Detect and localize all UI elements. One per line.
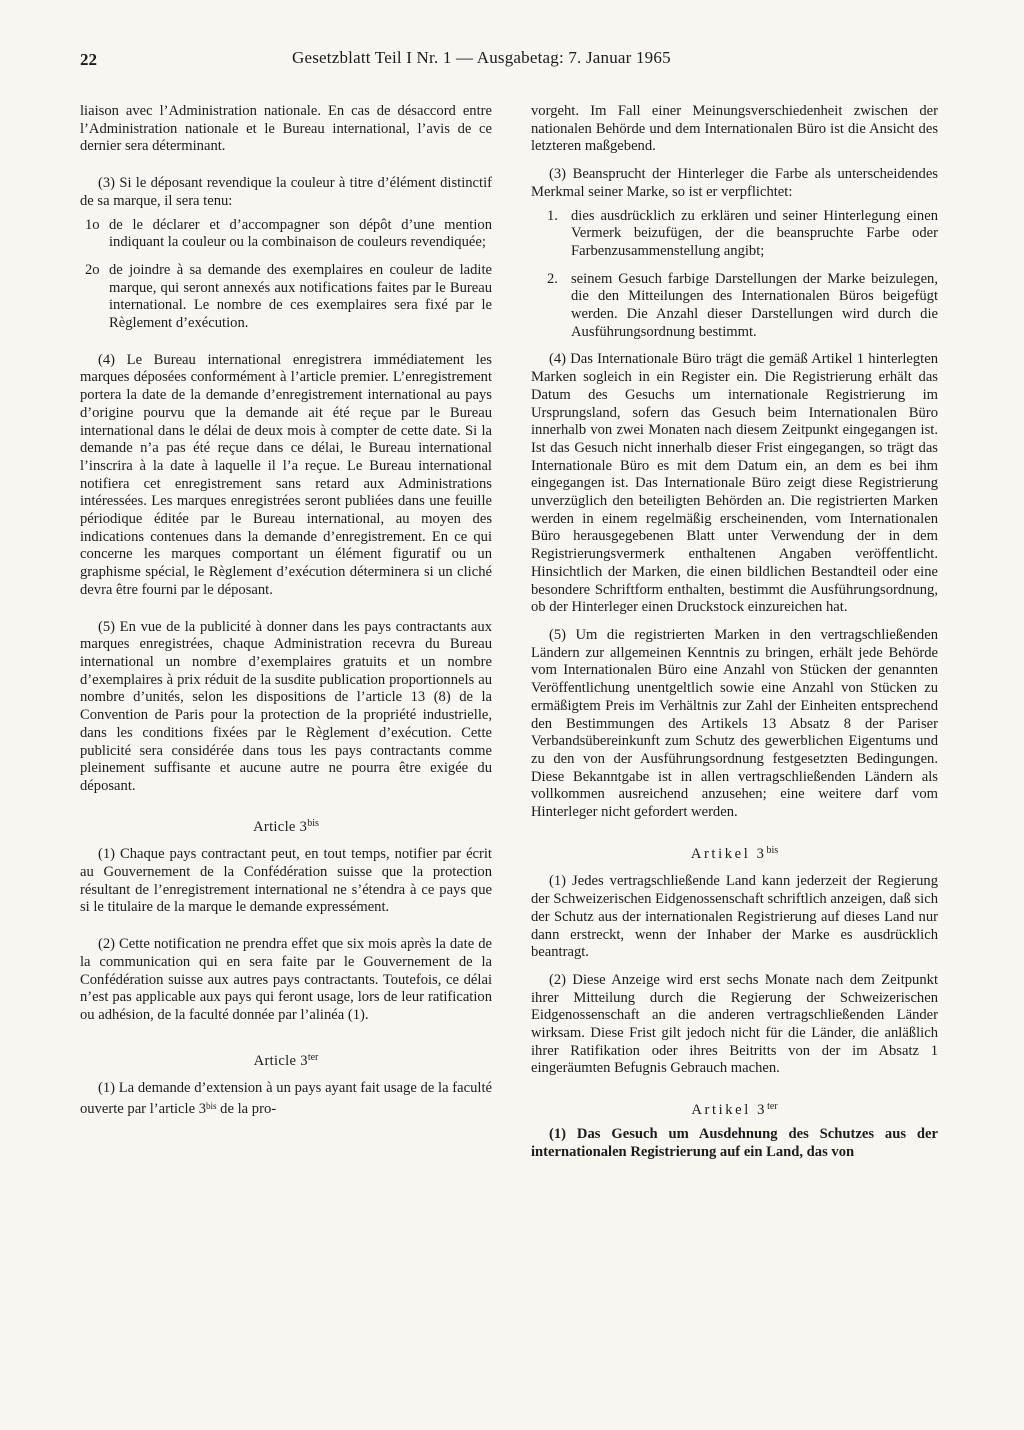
french-column: [80, 103, 492, 1119]
fr-list-item-2: [80, 262, 492, 333]
fr-paragraph-continued: liaison avec l’Administration nationale. En cas de désaccord entre l’Administration nationale et le Bureau international, l’avis de ce dernier sera déterminant.: [80, 103, 492, 155]
fr-paragraph-4: (4) Le Bureau international enregistrera immédiatement les marques déposées conformément à l’article premier. L’enregistrement portera la date de la demande d’enregistrement international au pays d’origine pourvu que la demande ait été reçue par le Bureau international dans le délai de deux mois à compter de cette date. Si la demande n’a pas été reçue dans ce délai, le Bureau international l’inscrira à la date à laquelle il l’a reçue. Le Bureau international notifiera cet enregistrement sans retard aux Administrations intéressées. Les marques enregistrées seront publiées dans une feuille périodique éditée par le Bureau international, au moyen des indications contenues dans la demande d’enregistrement. En ce qui concerne les marques comportant un élément figuratif ou un graphisme spécial, le Règlement d’exécution déterminera si un cliché devra être fourni par le déposant.: [80, 351, 492, 598]
de-heading-3ter-text: Artikel 3: [691, 1102, 768, 1119]
fr-art3ter-p1-sup: bis: [206, 1101, 217, 1112]
de-heading-artikel-3bis: [531, 842, 938, 864]
fr-art3ter-p1-part-b: de la pro-: [216, 1101, 277, 1118]
fr-paragraph-3-intro: (3) Si le déposant revendique la couleur à titre d’élément distinctif de sa marque, il sera tenu:: [80, 175, 492, 209]
de-list-number-1: 1.: [547, 207, 558, 224]
de-list-text-2: seinem Gesuch farbige Darstellungen der Marke beizulegen, die den Mitteilungen des Internationalen Büros beigefügt werden. Die Anzahl dieser Darstellungen wird durch die Ausführungsordnung bestimmt.: [571, 270, 938, 340]
fr-list-number-1: 1o: [85, 216, 100, 233]
fr-art3bis-paragraph-2: (2) Cette notification ne prendra effet que six mois après la date de la communication qui en sera faite par le Gouvernement de la Confédération suisse aux autres pays contractants. Toutefois, ce délai n’est pas applicable aux pays qui feront usage, lors de leur ratification ou adhésion, de la faculté donnée par l’alinéa (1).: [80, 936, 492, 1023]
fr-paragraph-5: (5) En vue de la publicité à donner dans les pays contractants aux marques enregistrées, chaque Administration recevra du Bureau international un nombre d’exemplaires gratuits et un nombre d’exemplaires à prix réduit de la susdite publication proportionnels au nombre d’unités, selon les dispositions de l’article 13 (8) de la Convention de Paris pour la protection de la propriété industrielle, dans les conditions fixées par le Règlement d’exécution. Cette publicité sera considérée dans tous les pays contractants comme pleinement suffisante et aucune autre ne pourra être exigée du déposant.: [80, 618, 492, 794]
de-paragraph-5: (5) Um die registrierten Marken in den vertragschließenden Ländern zur allgemeinen Kenntnis zu bringen, erhält jede Behörde vom Internationalen Büro eine Anzahl von Stücken der genannten Veröffentlichung unentgeltlich sowie eine Anzahl von Stücken zu ermäßigtem Preis im Verhältnis zur Zahl der Einheiten entsprechend den Bestimmungen des Artikels 13 Absatz 8 der Pariser Verbandsübereinkunft zum Schutz des gewerblichen Eigentums und zu den von der Ausführungsordnung festgesetzten Bedingungen. Diese Bekanntgabe ist in allen vertragschließenden Ländern als vollkommen ausreichend anzusehen; eine weitere darf vom Hinterleger nicht gefordert werden.: [531, 626, 938, 821]
running-head: Gesetzblatt Teil I Nr. 1 — Ausgabetag: 7. Januar 1965: [292, 48, 671, 67]
de-list-number-2: 2.: [547, 270, 558, 287]
fr-heading-article-3ter: [80, 1049, 492, 1071]
fr-art3ter-paragraph-1: [80, 1080, 492, 1118]
fr-heading-3bis-text: Article 3: [253, 818, 308, 835]
de-heading-3bis-sup: bis: [766, 844, 779, 856]
de-list-item-2: [531, 271, 938, 342]
fr-heading-3ter-text: Article 3: [253, 1052, 308, 1069]
de-list-text-1: dies ausdrücklich zu erklären und seiner Hinterlegung einen Vermerk beizufügen, der die beanspruchte Farbe oder Farbenzusammenstellung angibt;: [571, 207, 938, 259]
fr-list-text-2: de joindre à sa demande des exemplaires en couleur de ladite marque, qui seront annexés aux notifications faites par le Bureau international. Le nombre de ces exemplaires sera fixé par le Règlement d’exécution.: [109, 261, 492, 332]
fr-list-number-2: 2o: [85, 261, 100, 278]
fr-heading-3ter-sup: ter: [307, 1051, 319, 1063]
german-column: [531, 103, 938, 1161]
fr-heading-article-3bis: [80, 815, 492, 837]
fr-heading-3bis-sup: bis: [307, 817, 319, 829]
page-number: 22: [80, 50, 97, 69]
de-heading-3bis-text: Artikel 3: [690, 845, 767, 862]
fr-list-text-1: de le déclarer et d’accompagner son dépôt d’une mention indiquant la couleur ou la combinaison de couleurs revendiquée;: [109, 216, 492, 251]
de-heading-artikel-3ter: [531, 1098, 938, 1120]
de-paragraph-continued: vorgeht. Im Fall einer Meinungsverschiedenheit zwischen der nationalen Behörde und dem Internationalen Büro ist die Ansicht des letzteren maßgebend.: [531, 103, 938, 155]
de-art3ter-paragraph-1: (1) Das Gesuch um Ausdehnung des Schutzes aus der internationalen Registrierung auf ein Land, das von: [531, 1125, 938, 1160]
de-list-item-1: [531, 208, 938, 261]
de-heading-3ter-sup: ter: [767, 1101, 778, 1113]
de-art3bis-paragraph-1: (1) Jedes vertragschließende Land kann jederzeit der Regierung der Schweizerischen Eidgenossenschaft schriftlich anzeigen, daß sich der Schutz aus der internationalen Registrierung auf dieses Land nur dann erstreckt, wenn der Inhaber der Marke es ausdrücklich beantragt.: [531, 873, 938, 961]
fr-art3ter-p1-part-a: (1) La demande d’extension à un pays ayant fait usage de la faculté ouverte par l’article 3: [80, 1080, 492, 1118]
de-paragraph-4: (4) Das Internationale Büro trägt die gemäß Artikel 1 hinterlegten Marken sogleich in ein Register ein. Die Registrierung erhält das Datum des Gesuchs um internationale Registrierung im Ursprungsland, sofern das Gesuch beim Internationalen Büro innerhalb von zwei Monaten nach diesem Zeitpunkt eingegangen ist. Ist das Gesuch nicht innerhalb dieser Frist eingegangen, so trägt das Internationale Büro es mit dem Datum ein, an dem es bei ihm eingegangen ist. Das Internationale Büro zeigt diese Registrierung unverzüglich den beteiligten Behörden an. Die registrierten Marken werden in einem regelmäßig erscheinenden, vom Internationalen Büro herausgegebenen Blatt unter Verwendung der in dem Registrierungsvermerk enthaltenen Angaben veröffentlicht. Hinsichtlich der Marken, die einen bildlichen Bestandteil oder eine besondere Schriftform enthalten, bestimmt die Ausführungsordnung, ob der Hinterleger einen Druckstock einzureichen hat.: [531, 351, 938, 616]
fr-list-item-1: [80, 217, 492, 252]
de-paragraph-3-intro: (3) Beansprucht der Hinterleger die Farbe als unterscheidendes Merkmal seiner Marke, so ist er verpflichtet:: [531, 166, 938, 200]
de-art3bis-paragraph-2: (2) Diese Anzeige wird erst sechs Monate nach dem Zeitpunkt ihrer Mitteilung durch die Regierung der Schweizerischen Eidgenossenschaft an die anderen vertragschließenden Länder wirksam. Diese Frist gilt jedoch nicht für die Länder, die anläßlich ihrer Ratifikation oder ihres Beitritts von der im Absatz 1 eingeräumten Befugnis Gebrauch machen.: [531, 971, 938, 1077]
fr-art3bis-paragraph-1: (1) Chaque pays contractant peut, en tout temps, notifier par écrit au Gouvernement de la Confédération suisse que la protection résultant de l’enregistrement international ne s’étendra à ce pays que si le titulaire de la marque le demande expressément.: [80, 846, 492, 916]
